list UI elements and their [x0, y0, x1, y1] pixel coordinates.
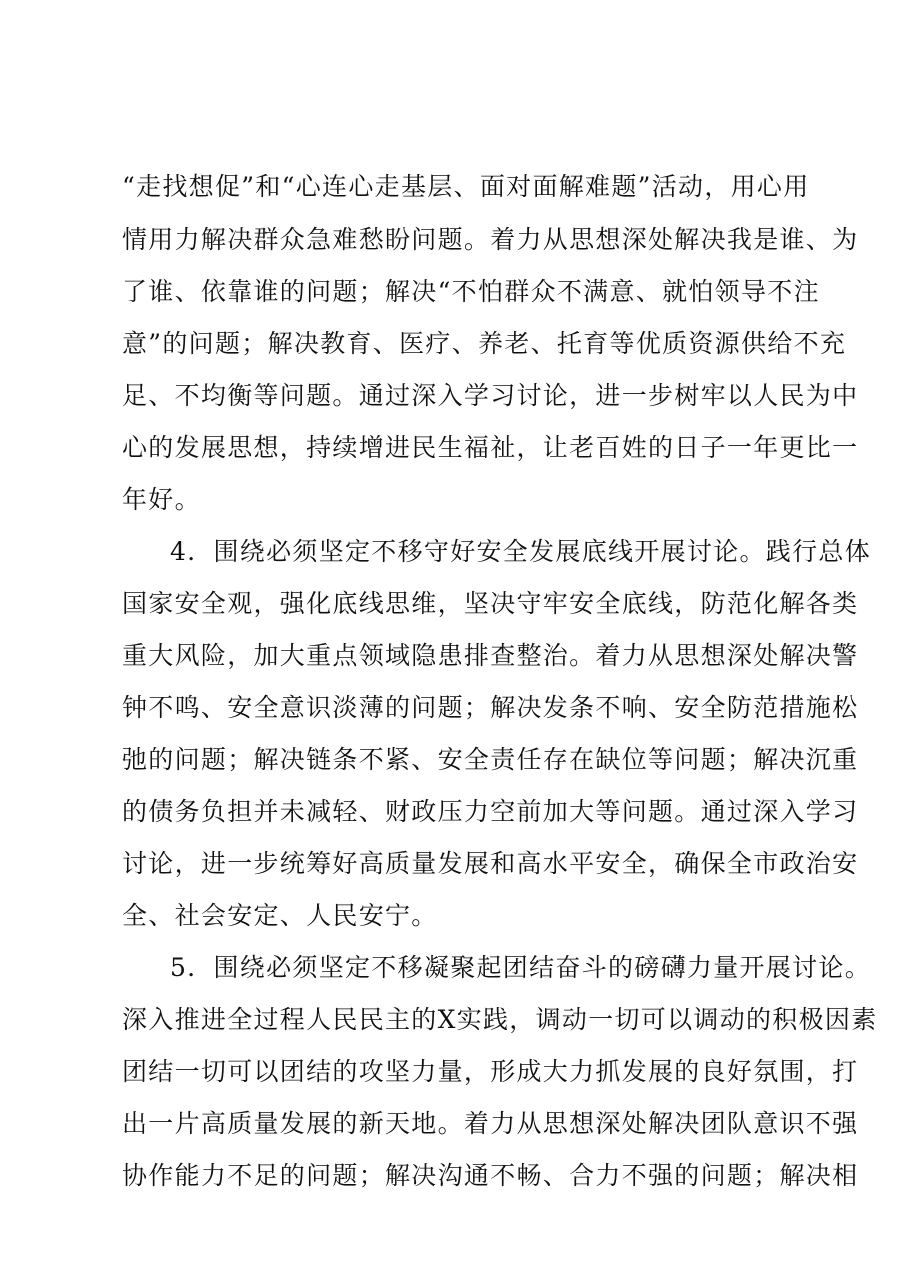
text-line: 足、不均衡等问题。通过深入学习讨论，进一步树牢以人民为中: [122, 381, 859, 410]
text-line: 团结一切可以团结的攻坚力量，形成大力抓发展的良好氛围，打: [122, 1057, 859, 1086]
text-line: 深入推进全过程人民民主的X实践，调动一切可以调动的积极因素: [122, 1005, 878, 1034]
text-line: 的债务负担并未减轻、财政压力空前加大等问题。通过深入学习: [122, 797, 859, 826]
text-line: 协作能力不足的问题；解决沟通不畅、合力不强的问题；解决相: [122, 1161, 859, 1190]
text-line: 意”的问题；解决教育、医疗、养老、托育等优质资源供给不充: [122, 329, 847, 358]
text-line: 弛的问题；解决链条不紧、安全责任存在缺位等问题；解决沉重: [122, 745, 859, 774]
section-heading-5: 5．围绕必须坚定不移凝聚起团结奋斗的磅礴力量开展讨论。: [170, 953, 872, 982]
text-line: 钟不鸣、安全意识淡薄的问题；解决发条不响、安全防范措施松: [122, 693, 859, 722]
text-line: 讨论，进一步统筹好高质量发展和高水平安全，确保全市政治安: [122, 849, 859, 878]
text-line: 了谁、依靠谁的问题；解决“不怕群众不满意、就怕领导不注: [122, 277, 820, 306]
text-line: “走找想促”和“心连心走基层、面对面解难题”活动，用心用: [122, 172, 810, 201]
text-line: 国家安全观，强化底线思维，坚决守牢安全底线，防范化解各类: [122, 589, 859, 618]
text-line: 情用力解决群众急难愁盼问题。着力从思想深处解决我是谁、为: [122, 225, 859, 254]
section-heading-4: 4．围绕必须坚定不移守好安全发展底线开展讨论。践行总体: [170, 537, 872, 566]
text-line: 心的发展思想，持续增进民生福祉，让老百姓的日子一年更比一: [122, 433, 859, 462]
text-line: 出一片高质量发展的新天地。着力从思想深处解决团队意识不强: [122, 1109, 859, 1138]
text-line: 重大风险，加大重点领域隐患排查整治。着力从思想深处解决警: [122, 641, 859, 670]
text-line: 年好。: [122, 485, 201, 514]
text-line: 全、社会安定、人民安宁。: [122, 901, 438, 930]
